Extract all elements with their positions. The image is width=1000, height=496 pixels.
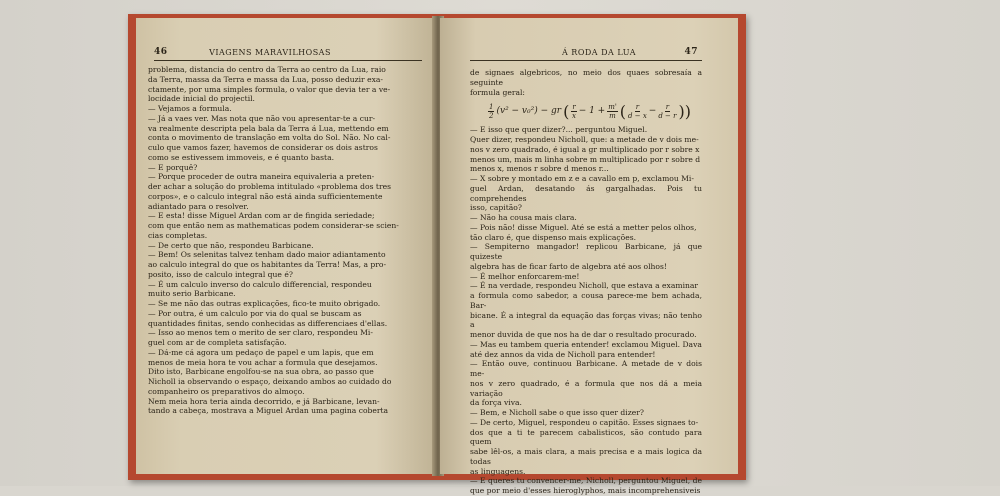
text-line: — Sempiterno mangador! replicou Barbicane, já que quizeste (470, 242, 702, 261)
integral-formula: $\frac{1}{2}$ (v² − v₀²) − gr ( $\frac{r}{x}$ − 1 + $\frac{m'}{m}$ ( $\frac{r}{d - x}$ − $\frac{r}{d - r}$ )) (489, 101, 691, 121)
text-line: — Não ha cousa mais clara. (470, 213, 577, 222)
text-line: — E queres tu convencer-me, Nicholl, perguntou Miguel, de (470, 476, 702, 486)
text-line: da força viva. (470, 398, 522, 408)
text-line: ctamente, por uma simples formula, o valor que devia ter a ve- (148, 84, 391, 94)
right-header-rule (470, 60, 702, 61)
formula-mid: − 1 + (578, 105, 606, 116)
left-header-rule (154, 60, 422, 61)
text-line: de signaes algebricos, no meio dos quaes sobresaía a seguinte (470, 68, 702, 87)
text-line: guel com ar de completa satisfação. (148, 338, 287, 347)
text-line: va realmente descripta pela bala da Terra á Lua, mettendo em (148, 123, 389, 133)
text-line: a formula como sabedor, a cousa parece-me bem achada, Bar- (470, 291, 702, 310)
text-line: — Por outra, é um calculo por via do qual se buscam as (148, 308, 362, 318)
text-line: — Bem! Os selenitas talvez tenham dado maior adiantamento (148, 250, 386, 260)
right-text-after-formula (470, 125, 702, 496)
text-line: — X sobre y montado em z e a cavallo em p, exclamou Mi- (470, 174, 694, 183)
formula-r-over-d-minus-x: $\frac{r}{d - x}$ (628, 103, 647, 121)
right-running-head: Á RODA DA LUA (561, 48, 637, 57)
text-line: dos que a ti te parecem cabalisticos, são contudo para quem (470, 427, 702, 447)
text-line: cias completas. (148, 230, 208, 240)
text-line: conta o movimento de translação em volta do Sol. Não. No cal- (148, 133, 391, 143)
left-page-number: 46 (154, 47, 168, 57)
text-line: Dito isto, Barbicane engolfou-se na sua obra, ao passo que (148, 367, 374, 377)
text-line: Quer dizer, respondeu Nicholl, que: a metade de v dois me- (470, 135, 699, 144)
text-line: quantidades finitas, sendo conhecidas as differenciaes d'ellas. (148, 318, 388, 328)
text-line: como se estivessem immoveis, e é quanto basta. (148, 152, 335, 162)
text-line: — De certo, Miguel, respondeu o capitão. Esses signaes to- (470, 417, 699, 427)
formula-r-over-x: $\frac{r}{x}$ (572, 103, 576, 121)
text-line: Nem meia hora teria ainda decorrido, e já Barbicane, levan- (148, 396, 380, 406)
text-line: — Já a vaes ver. Mas nota que não vou apresentar-te a cur- (148, 113, 376, 123)
right-page (440, 18, 738, 495)
left-running-head: VIAGENS MARAVILHOSAS (209, 48, 331, 57)
text-line: sabe lêl-os, a mais clara, a mais precisa e a mais logica da todas (470, 447, 702, 466)
text-line: tão claro é, que dispenso mais explicações. (470, 232, 637, 242)
text-line: corpos», e o calculo integral não está ainda sufficientemente (148, 191, 383, 201)
text-line: posito, isso de calculo integral que é? (148, 269, 293, 279)
text-line: — De certo que não, respondeu Barbicane. (148, 240, 314, 250)
text-line: menos x, menos r sobre d menos r... (470, 164, 609, 174)
text-line: formula geral: (470, 87, 525, 97)
text-line: isso, capitão? (470, 203, 522, 213)
text-line: nos v zero quadrado, é igual a gr multiplicado por r sobre x (470, 144, 700, 154)
text-line: culo que vamos fazer, havemos de considerar os dois astros (148, 143, 378, 152)
text-line: — É na verdade, respondeu Nicholl, que estava a examinar (470, 281, 699, 291)
text-line: — É um calculo inverso do calculo differencial, respondeu (148, 279, 372, 289)
left-page (136, 18, 436, 474)
right-text-before-formula (470, 68, 702, 97)
text-line: menos um, mais m linha sobre m multiplicado por r sobre d (470, 154, 701, 164)
text-line: problema, distancia do centro da Terra ao centro da Lua, raio (148, 65, 386, 74)
formula-r-over-d-minus-r: $\frac{r}{d - r}$ (658, 103, 677, 121)
text-line: as linguagens. (470, 466, 526, 476)
text-line: até dez annos da vida de Nicholl para entender! (470, 349, 656, 359)
right-page-text (470, 68, 702, 496)
text-line: — Bem, e Nicholl sabe o que isso quer dizer? (470, 408, 644, 417)
right-page-number: 47 (684, 47, 698, 57)
text-line: ao calculo integral do que os habitantes da Terra! Mas, a pro- (148, 260, 387, 269)
text-line: que por meio d'esses hieroglyphos, mais incomprehensiveis (470, 486, 701, 495)
text-line: com que então nem as mathematicas podem considerar-se scien- (148, 221, 399, 230)
text-line: algebra has de ficar farto de algebra até aos olhos! (470, 261, 667, 271)
text-line: tando a cabeça, mostrava a Miguel Ardan uma pagina coberta (148, 406, 389, 416)
text-line: Nicholl ia observando o espaço, deixando ambos ao cuidado do (148, 377, 392, 386)
left-page-text (148, 65, 424, 416)
text-line: — E esta! disse Miguel Ardan com ar de fingida seriedade; (148, 211, 375, 221)
text-line: adiantado para o resolver. (148, 201, 249, 211)
text-line: — Isso ao menos tem o merito de ser claro, respondeu Mi- (148, 328, 373, 338)
formula-paren: (v² − v₀²) − gr (496, 105, 562, 116)
text-line: — Vejamos a formula. (148, 104, 232, 113)
text-line: bicane. É a integral da equação das forças vivas; não tenho a (470, 310, 702, 330)
text-line: — Então ouve, continuou Barbicane. A metade de v dois me- (470, 359, 702, 378)
text-line: menos de meia hora te vou achar a formula que desejamos. (148, 357, 378, 367)
text-line: da Terra, massa da Terra e massa da Lua, posso deduzir exa- (148, 74, 383, 84)
text-line: muito serio Barbicane. (148, 289, 236, 299)
text-line: — É melhor enforcarem-me! (470, 271, 580, 281)
text-line: — Se me não das outras explicações, fico-te muito obrigado. (148, 299, 381, 308)
text-line: — Mas eu tambem queria entender! exclamou Miguel. Dava (470, 339, 702, 349)
formula-m-ratio: $\frac{m'}{m}$ (608, 103, 617, 121)
text-line: menor duvida de que nos ha de dar o resultado procurado. (470, 330, 697, 339)
text-line: guel Ardan, desatando ás gargalhadas. Pois tu comprehendes (470, 183, 702, 203)
text-line: — Porque proceder de outra maneira equivaleria a preten- (148, 172, 375, 182)
text-line: companheiro os preparativos do almoço. (148, 386, 305, 396)
text-line: — Pois não! disse Miguel. Até se está a metter pelos olhos, (470, 222, 697, 232)
text-line: locidade inicial do projectil. (148, 94, 255, 104)
text-line: — E porquê? (148, 162, 198, 172)
text-line: — E isso que quer dizer?... perguntou Miguel. (470, 125, 648, 135)
text-line: der achar a solução do problema intitulado «problema dos tres (148, 182, 391, 191)
text-line: nos v zero quadrado, é a formula que nos dá a meia variação (470, 378, 702, 398)
text-line: — Dá-me cá agora um pedaço de papel e um lapis, que em (148, 347, 374, 357)
formula-half: $\frac{1}{2}$ (489, 103, 494, 121)
